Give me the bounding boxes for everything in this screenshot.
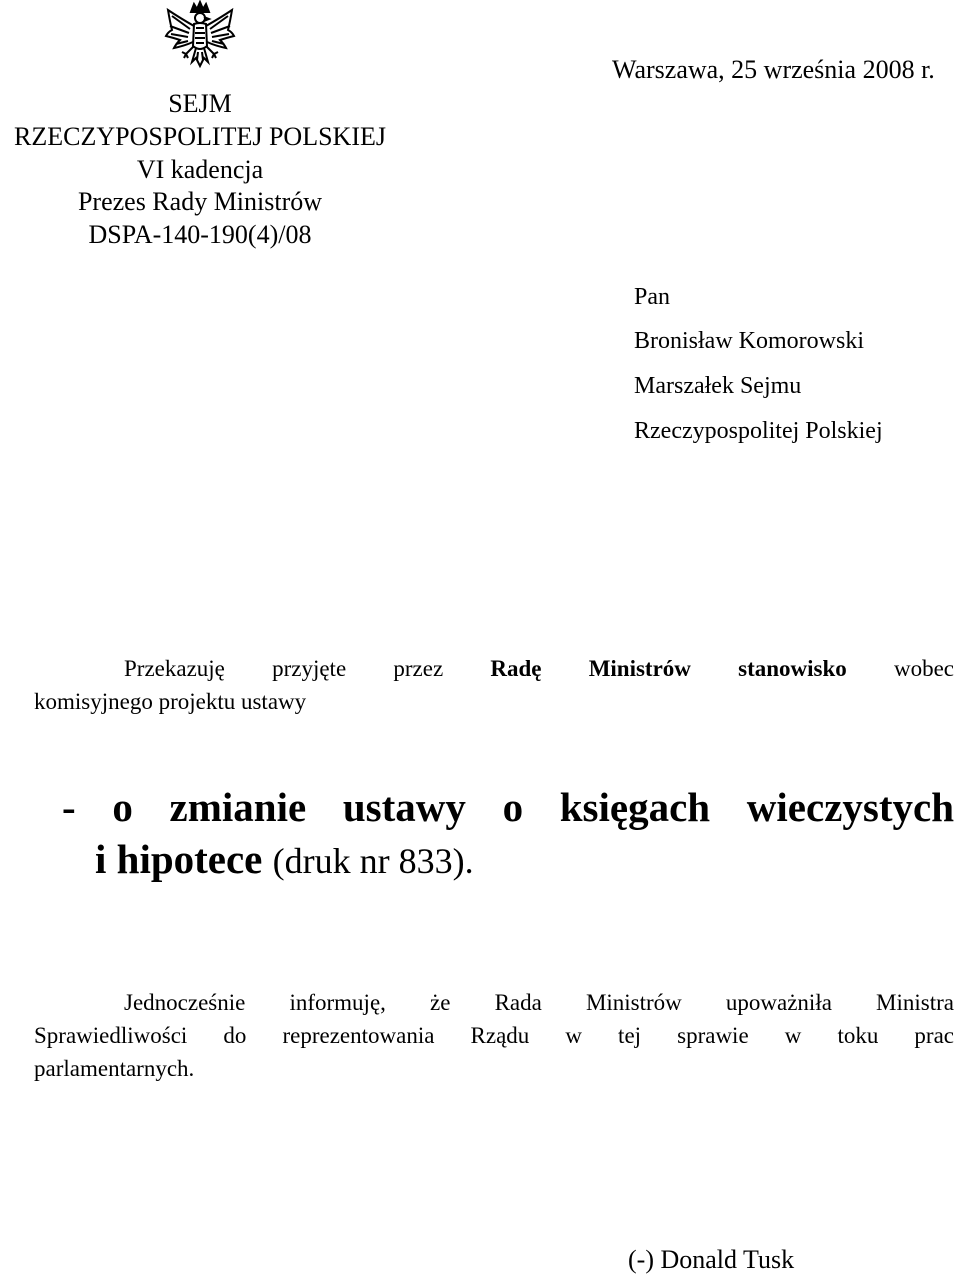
polish-eagle-emblem-icon [160,0,240,80]
header-line-office: Prezes Rady Ministrów [77,187,323,216]
header-line-sejm: SEJM [168,89,232,118]
paragraph-transmittal [34,652,954,718]
header-line-country: RZECZYPOSPOLITEJ POLSKIEJ [14,122,386,151]
paragraph-authorization-line3: parlamentarnych. [34,1056,195,1081]
bill-subject-bold: i hipotece [95,836,263,882]
reference-number: DSPA-140-190(4)/08 [88,220,312,249]
transmittal-bold-text: Radę Ministrów stanowisko [490,656,847,681]
transmittal-tail-text: wobec [893,656,955,681]
addressee-title: Marszałek Sejmu [634,373,802,399]
paragraph-authorization-line1: Jednocześnie informuję, że Rada Ministrów upoważniła Ministra [124,990,954,1015]
bill-subject [62,781,954,887]
header-line-term: VI kadencja [136,155,264,184]
paragraph-authorization [34,986,954,1085]
addressee-salutation: Pan [634,284,670,310]
paragraph-transmittal-line2: komisyjnego projektu ustawy [34,689,307,714]
signature: (-) Donald Tusk [628,1245,795,1274]
transmittal-lead-text: Przekazuję przyjęte przez [124,656,444,681]
paragraph-transmittal-line1 [34,652,954,685]
letter-date: Warszawa, 25 września 2008 r. [612,55,935,84]
bill-print-number: (druk nr 833). [272,841,474,881]
addressee-institution: Rzeczypospolitej Polskiej [634,418,883,444]
paragraph-authorization-line2: Sprawiedliwości do reprezentowania Rządu w tej sprawie w toku prac [34,1023,954,1048]
bill-subject-line1: - o zmianie ustawy o księgach wieczystych [62,784,954,830]
addressee-name: Bronisław Komorowski [634,328,864,354]
bill-subject-line2 [62,833,954,887]
